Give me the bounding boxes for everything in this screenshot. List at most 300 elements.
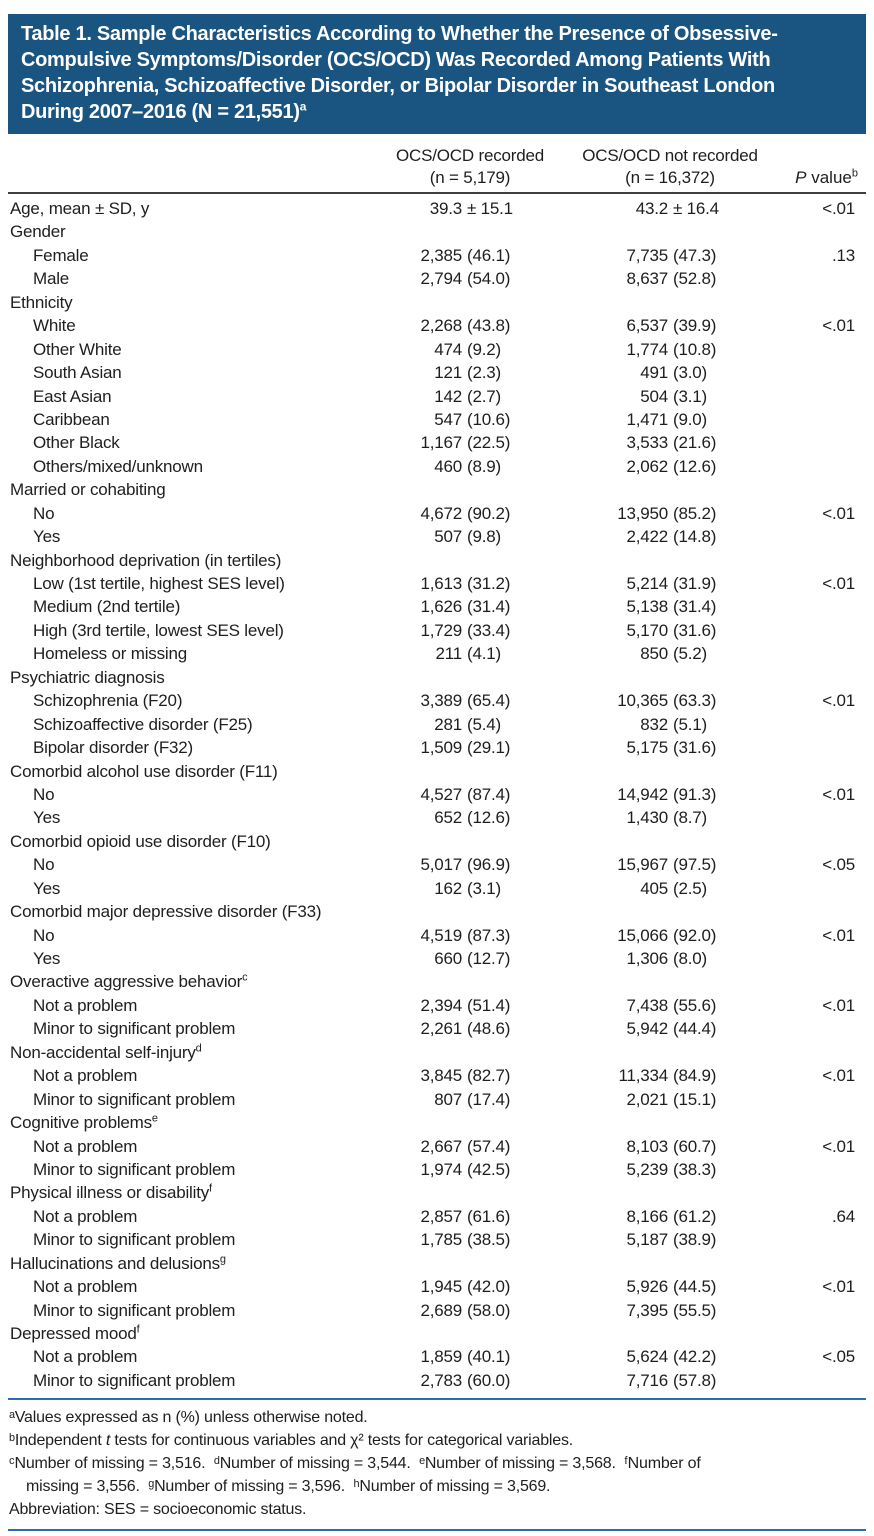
cell-count: 2,062	[626, 456, 668, 476]
row-label	[8, 361, 380, 384]
cell-percent: (55.6)	[673, 995, 717, 1015]
row-footnote-marker: d	[195, 1042, 202, 1055]
cell-ocs-not-recorded	[560, 853, 780, 876]
cell-percent: (40.1)	[467, 1347, 511, 1367]
table-title-footnote-marker: a	[299, 99, 307, 114]
cell-percent: (38.5)	[467, 1230, 511, 1250]
cell-count: 7,395	[626, 1300, 668, 1320]
cell-count: 2,422	[626, 527, 668, 547]
table-row	[8, 1064, 858, 1087]
cell-percent: (38.3)	[673, 1159, 717, 1179]
cell-count: 1,613	[420, 574, 462, 593]
row-label	[8, 970, 380, 993]
cell-p-value	[780, 455, 858, 478]
cell-percent: (51.4)	[467, 995, 511, 1015]
cell-count: 1,509	[420, 738, 462, 758]
cell-count: 652	[434, 808, 462, 828]
cell-percent: (55.5)	[673, 1300, 717, 1320]
row-label-text: Bipolar disorder (F32)	[33, 738, 193, 758]
row-label	[8, 1088, 380, 1111]
cell-percent: (12.6)	[673, 456, 717, 476]
cell-ocs-not-recorded	[560, 1111, 780, 1134]
cell-percent	[462, 1181, 560, 1204]
cell-percent	[668, 1252, 780, 1275]
cell-ocs-recorded	[380, 338, 560, 361]
row-label-text: Minor to significant problem	[33, 1089, 236, 1109]
cell-count: 832	[640, 714, 668, 734]
cell-percent	[668, 291, 780, 314]
cell-percent: (96.9)	[467, 855, 511, 875]
table-row	[8, 689, 858, 712]
cell-ocs-not-recorded	[560, 525, 780, 548]
cell-ocs-not-recorded	[560, 1228, 780, 1251]
cell-percent	[668, 1181, 780, 1204]
cell-ocs-recorded	[380, 1205, 560, 1228]
cell-ocs-recorded	[380, 1064, 560, 1087]
cell-p-value	[780, 549, 858, 572]
cell-count: 281	[434, 714, 462, 734]
cell-count	[560, 900, 668, 923]
footnote-b-italic-t: t	[105, 1432, 111, 1450]
cell-percent: (31.4)	[467, 597, 511, 617]
row-label	[8, 947, 380, 970]
cell-count: 121	[434, 363, 462, 383]
row-label	[8, 1041, 380, 1064]
cell-percent	[668, 1041, 780, 1064]
row-label-text: Comorbid alcohol use disorder (F11)	[10, 761, 278, 781]
column-header-label: OCS/OCD recorded	[396, 146, 544, 165]
table-row	[8, 478, 858, 501]
cell-p-value	[780, 1299, 858, 1322]
cell-ocs-not-recorded	[560, 220, 780, 243]
cell-count	[560, 1041, 668, 1064]
cell-ocs-recorded	[380, 408, 560, 431]
table-title-line: Table 1. Sample Characteristics According to Whether the Presence of Obsessive-	[21, 23, 778, 45]
cell-count: 5,926	[626, 1277, 668, 1297]
table-row	[8, 666, 858, 689]
cell-percent: (91.3)	[673, 784, 717, 804]
row-label-text: Married or cohabiting	[10, 480, 166, 500]
cell-p-value	[780, 947, 858, 970]
cell-ocs-not-recorded	[560, 502, 780, 525]
footnote-b-pre: Independent	[14, 1432, 106, 1450]
table-row	[8, 900, 858, 923]
row-label	[8, 924, 380, 947]
row-label	[8, 1299, 380, 1322]
cell-percent: (57.4)	[467, 1136, 511, 1156]
cell-percent: (90.2)	[467, 503, 511, 523]
cell-percent: (15.1)	[673, 1089, 717, 1109]
cell-count	[560, 478, 668, 501]
cell-count: 4,672	[420, 503, 462, 523]
cell-ocs-not-recorded	[560, 1252, 780, 1275]
cell-count	[560, 970, 668, 993]
cell-ocs-recorded	[380, 783, 560, 806]
row-label-text: Low (1st tertile, highest SES level)	[33, 574, 285, 593]
cell-percent: (21.6)	[673, 433, 717, 453]
cell-p-value	[780, 595, 858, 618]
cell-count	[380, 760, 462, 783]
cell-ocs-not-recorded	[560, 900, 780, 923]
table-row	[8, 338, 858, 361]
cell-percent	[668, 830, 780, 853]
table-row	[8, 431, 858, 454]
row-label-text: Minor to significant problem	[33, 1230, 236, 1250]
row-label-text: Psychiatric diagnosis	[10, 667, 165, 687]
row-label-text: Not a problem	[33, 1136, 138, 1156]
cell-percent	[668, 1111, 780, 1134]
cell-percent: (9.0)	[673, 409, 707, 429]
table-title-line: Schizophrenia, Schizoaffective Disorder, or Bipolar Disorder in Southeast London	[21, 75, 775, 97]
cell-percent: (97.5)	[673, 855, 717, 875]
cell-count: 11,334	[618, 1066, 668, 1086]
cell-percent: (9.8)	[467, 527, 501, 547]
cell-p-value	[780, 1252, 858, 1275]
cell-count	[380, 1322, 462, 1345]
cell-percent	[462, 291, 560, 314]
cell-percent	[668, 760, 780, 783]
cell-ocs-recorded	[380, 197, 560, 220]
row-footnote-marker: f	[136, 1323, 140, 1336]
cell-ocs-not-recorded	[560, 1064, 780, 1087]
cell-percent	[462, 900, 560, 923]
column-header-ocs-not-recorded	[560, 145, 780, 189]
cell-p-value	[780, 1322, 858, 1345]
cell-percent: (3.0)	[673, 363, 707, 383]
cell-count: 2,385	[420, 245, 462, 265]
cell-percent: (87.4)	[467, 784, 511, 804]
cell-percent: (60.0)	[467, 1370, 511, 1390]
column-header-n: (n = 5,179)	[429, 168, 511, 187]
cell-ocs-not-recorded	[560, 244, 780, 267]
row-label	[8, 502, 380, 525]
cell-p-value: <.01	[822, 503, 855, 523]
table-row	[8, 1088, 858, 1111]
row-label	[8, 595, 380, 618]
cell-count: 1,167	[420, 433, 462, 453]
footnote-c-h-line2: missing = 3,556. ᵍNumber of missing = 3,596. ʰNumber of missing = 3,569.	[26, 1478, 551, 1496]
table-row	[8, 455, 858, 478]
cell-ocs-not-recorded	[560, 361, 780, 384]
row-label	[8, 197, 380, 220]
cell-count: 1,974	[420, 1159, 462, 1179]
cell-count: 5,175	[626, 738, 668, 758]
cell-count: 15,066	[617, 925, 668, 945]
cell-ocs-recorded	[380, 713, 560, 736]
cell-p-value	[780, 338, 858, 361]
cell-ocs-not-recorded	[560, 1041, 780, 1064]
row-label	[8, 1181, 380, 1204]
row-label	[8, 267, 380, 290]
cell-ocs-recorded	[380, 1088, 560, 1111]
cell-count: 5,017	[420, 855, 462, 875]
row-footnote-marker: c	[242, 971, 248, 984]
cell-ocs-recorded	[380, 830, 560, 853]
cell-ocs-not-recorded	[560, 478, 780, 501]
cell-ocs-not-recorded	[560, 1345, 780, 1368]
cell-ocs-not-recorded	[560, 338, 780, 361]
cell-percent: (42.5)	[467, 1159, 511, 1179]
cell-count	[380, 1252, 462, 1275]
cell-ocs-not-recorded	[560, 689, 780, 712]
row-label-text: Non-accidental self-injury	[10, 1042, 196, 1062]
cell-ocs-recorded	[380, 947, 560, 970]
cell-percent: ± 15.1	[467, 199, 513, 218]
row-label-text: Yes	[33, 808, 61, 828]
cell-count: 5,624	[626, 1347, 668, 1367]
row-label	[8, 994, 380, 1017]
cell-ocs-recorded	[380, 806, 560, 829]
cell-ocs-recorded	[380, 1228, 560, 1251]
cell-count	[380, 1111, 462, 1134]
cell-ocs-recorded	[380, 1369, 560, 1392]
cell-percent: (3.1)	[467, 878, 501, 898]
table-row	[8, 642, 858, 665]
cell-percent: (4.1)	[467, 644, 501, 664]
cell-percent	[668, 970, 780, 993]
footnote-c-h-line1: ᶜNumber of missing = 3,516. ᵈNumber of missing = 3,544. ᵉNumber of missing = 3,568. ᶠNumber of	[9, 1455, 701, 1473]
row-label-text: Male	[33, 269, 70, 289]
cell-percent	[462, 1252, 560, 1275]
cell-ocs-not-recorded	[560, 970, 780, 993]
row-label-text: Not a problem	[33, 995, 138, 1015]
cell-p-value	[780, 642, 858, 665]
cell-ocs-not-recorded	[560, 549, 780, 572]
cell-count	[560, 1181, 668, 1204]
cell-p-value	[780, 525, 858, 548]
cell-count: 8,166	[626, 1206, 668, 1226]
cell-percent	[668, 478, 780, 501]
cell-ocs-not-recorded	[560, 267, 780, 290]
row-label-text: Not a problem	[33, 1206, 138, 1226]
row-label-text: Schizophrenia (F20)	[33, 691, 183, 711]
cell-ocs-recorded	[380, 572, 560, 595]
cell-count	[560, 220, 668, 243]
cell-percent: (5.1)	[673, 714, 707, 734]
cell-count: 5,239	[626, 1159, 668, 1179]
cell-ocs-recorded	[380, 385, 560, 408]
row-label	[8, 572, 380, 595]
cell-ocs-recorded	[380, 689, 560, 712]
cell-p-value: <.01	[822, 1277, 855, 1297]
row-label-text: Ethnicity	[10, 292, 73, 312]
cell-percent: (5.4)	[467, 714, 501, 734]
cell-count: 2,857	[420, 1206, 462, 1226]
cell-percent: (46.1)	[467, 245, 511, 265]
table-row	[8, 595, 858, 618]
table-row	[8, 1017, 858, 1040]
row-label-text: Caribbean	[33, 409, 110, 429]
cell-ocs-not-recorded	[560, 197, 780, 220]
row-label	[8, 338, 380, 361]
cell-p-value	[780, 1369, 858, 1392]
cell-percent	[462, 760, 560, 783]
row-label-text: Medium (2nd tertile)	[33, 597, 181, 617]
cell-percent: (65.4)	[467, 691, 511, 711]
cell-ocs-not-recorded	[560, 713, 780, 736]
table-row	[8, 408, 858, 431]
cell-percent	[462, 666, 560, 689]
cell-ocs-recorded	[380, 1158, 560, 1181]
cell-ocs-recorded	[380, 1345, 560, 1368]
cell-count: 3,845	[420, 1066, 462, 1086]
cell-percent	[462, 970, 560, 993]
row-label	[8, 853, 380, 876]
cell-ocs-not-recorded	[560, 666, 780, 689]
cell-count: 850	[640, 644, 668, 664]
row-label-text: Age, mean ± SD, y	[10, 199, 150, 218]
row-label	[8, 877, 380, 900]
cell-ocs-recorded	[380, 220, 560, 243]
cell-count: 3,533	[626, 433, 668, 453]
row-label-text: No	[33, 503, 55, 523]
table-row	[8, 549, 858, 572]
cell-p-value	[780, 900, 858, 923]
row-footnote-marker: g	[219, 1253, 226, 1266]
cell-percent: (2.7)	[467, 386, 501, 406]
column-header-p-value	[780, 167, 858, 189]
cell-count: 211	[435, 644, 462, 664]
row-label-text: Yes	[33, 878, 61, 898]
row-label-text: Overactive aggressive behavior	[10, 972, 243, 992]
row-label	[8, 244, 380, 267]
cell-count: 460	[434, 456, 462, 476]
cell-count: 43.2	[635, 199, 668, 218]
row-label-text: No	[33, 784, 55, 804]
cell-percent: (63.3)	[673, 691, 717, 711]
cell-count: 1,785	[420, 1230, 462, 1250]
table-row	[8, 1345, 858, 1368]
p-rest: value	[806, 168, 852, 187]
row-footnote-marker: f	[209, 1182, 212, 1195]
cell-percent	[668, 666, 780, 689]
cell-percent: (54.0)	[467, 269, 511, 289]
cell-p-value: <.01	[822, 316, 855, 336]
cell-count: 5,942	[626, 1019, 668, 1039]
cell-count: 10,365	[617, 691, 668, 711]
cell-percent: (47.3)	[673, 245, 717, 265]
cell-p-value	[780, 970, 858, 993]
cell-p-value: <.01	[822, 1136, 855, 1156]
table-row	[8, 1158, 858, 1181]
cell-percent: (12.6)	[467, 808, 511, 828]
cell-count: 5,138	[626, 597, 668, 617]
row-label-text: Comorbid major depressive disorder (F33)	[10, 902, 322, 922]
footnote-b	[9, 1429, 866, 1452]
cell-percent: (31.6)	[673, 738, 717, 758]
cell-p-value	[780, 806, 858, 829]
cell-ocs-not-recorded	[560, 455, 780, 478]
cell-count: 7,735	[626, 245, 668, 265]
table-row	[8, 760, 858, 783]
cell-percent: (43.8)	[467, 316, 511, 336]
cell-count: 1,626	[420, 597, 462, 617]
cell-percent: (31.2)	[467, 574, 511, 593]
row-label-text: Hallucinations and delusions	[10, 1253, 220, 1273]
cell-percent: (52.8)	[673, 269, 717, 289]
cell-count: 1,859	[420, 1347, 462, 1367]
cell-ocs-recorded	[380, 853, 560, 876]
row-label	[8, 1252, 380, 1275]
cell-percent: (5.2)	[673, 644, 707, 664]
cell-percent	[668, 1322, 780, 1345]
table-row	[8, 1041, 858, 1064]
row-label	[8, 736, 380, 759]
cell-ocs-not-recorded	[560, 1322, 780, 1345]
cell-count: 14,942	[617, 784, 668, 804]
cell-ocs-recorded	[380, 760, 560, 783]
cell-percent: (29.1)	[467, 738, 511, 758]
table-row	[8, 361, 858, 384]
row-label	[8, 291, 380, 314]
cell-ocs-not-recorded	[560, 736, 780, 759]
cell-ocs-recorded	[380, 595, 560, 618]
cell-p-value	[780, 1017, 858, 1040]
cell-count	[560, 291, 668, 314]
footnote-b-sup: ᵇ	[9, 1432, 15, 1450]
cell-p-value	[780, 291, 858, 314]
p-footnote-marker: b	[851, 167, 858, 180]
cell-percent: (8.9)	[467, 456, 501, 476]
cell-ocs-not-recorded	[560, 431, 780, 454]
row-label-text: Minor to significant problem	[33, 1159, 236, 1179]
cell-ocs-not-recorded	[560, 783, 780, 806]
cell-ocs-recorded	[380, 549, 560, 572]
cell-percent: ± 16.4	[673, 199, 719, 218]
row-label	[8, 1369, 380, 1392]
cell-percent: (3.1)	[673, 386, 707, 406]
cell-ocs-not-recorded	[560, 1158, 780, 1181]
cell-p-value: <.05	[822, 1347, 855, 1367]
cell-count: 2,667	[420, 1136, 462, 1156]
cell-count: 15,967	[617, 855, 668, 875]
row-label	[8, 455, 380, 478]
row-label	[8, 1228, 380, 1251]
row-label	[8, 1158, 380, 1181]
cell-p-value	[780, 877, 858, 900]
table-row	[8, 1299, 858, 1322]
cell-count	[560, 1252, 668, 1275]
cell-p-value: <.01	[822, 691, 855, 711]
cell-ocs-not-recorded	[560, 994, 780, 1017]
table-row	[8, 572, 858, 595]
cell-p-value	[780, 1181, 858, 1204]
table-row	[8, 947, 858, 970]
cell-percent: (42.0)	[467, 1277, 511, 1297]
table-row	[8, 314, 858, 337]
cell-count	[380, 1041, 462, 1064]
row-label-text: Not a problem	[33, 1347, 138, 1367]
cell-p-value: <.01	[822, 1066, 855, 1086]
cell-percent: (39.9)	[673, 316, 717, 336]
row-label	[8, 385, 380, 408]
cell-ocs-recorded	[380, 478, 560, 501]
cell-p-value	[780, 385, 858, 408]
cell-percent: (12.7)	[467, 949, 511, 968]
table-row	[8, 619, 858, 642]
cell-ocs-not-recorded	[560, 408, 780, 431]
cell-percent: (48.6)	[467, 1019, 511, 1039]
row-label-text: East Asian	[33, 386, 112, 406]
cell-count: 2,394	[420, 995, 462, 1015]
cell-count: 504	[640, 386, 668, 406]
cell-percent: (84.9)	[673, 1066, 717, 1086]
row-label	[8, 478, 380, 501]
row-label-text: Not a problem	[33, 1066, 138, 1086]
table-row	[8, 713, 858, 736]
table-row	[8, 970, 858, 993]
table-row	[8, 197, 858, 220]
